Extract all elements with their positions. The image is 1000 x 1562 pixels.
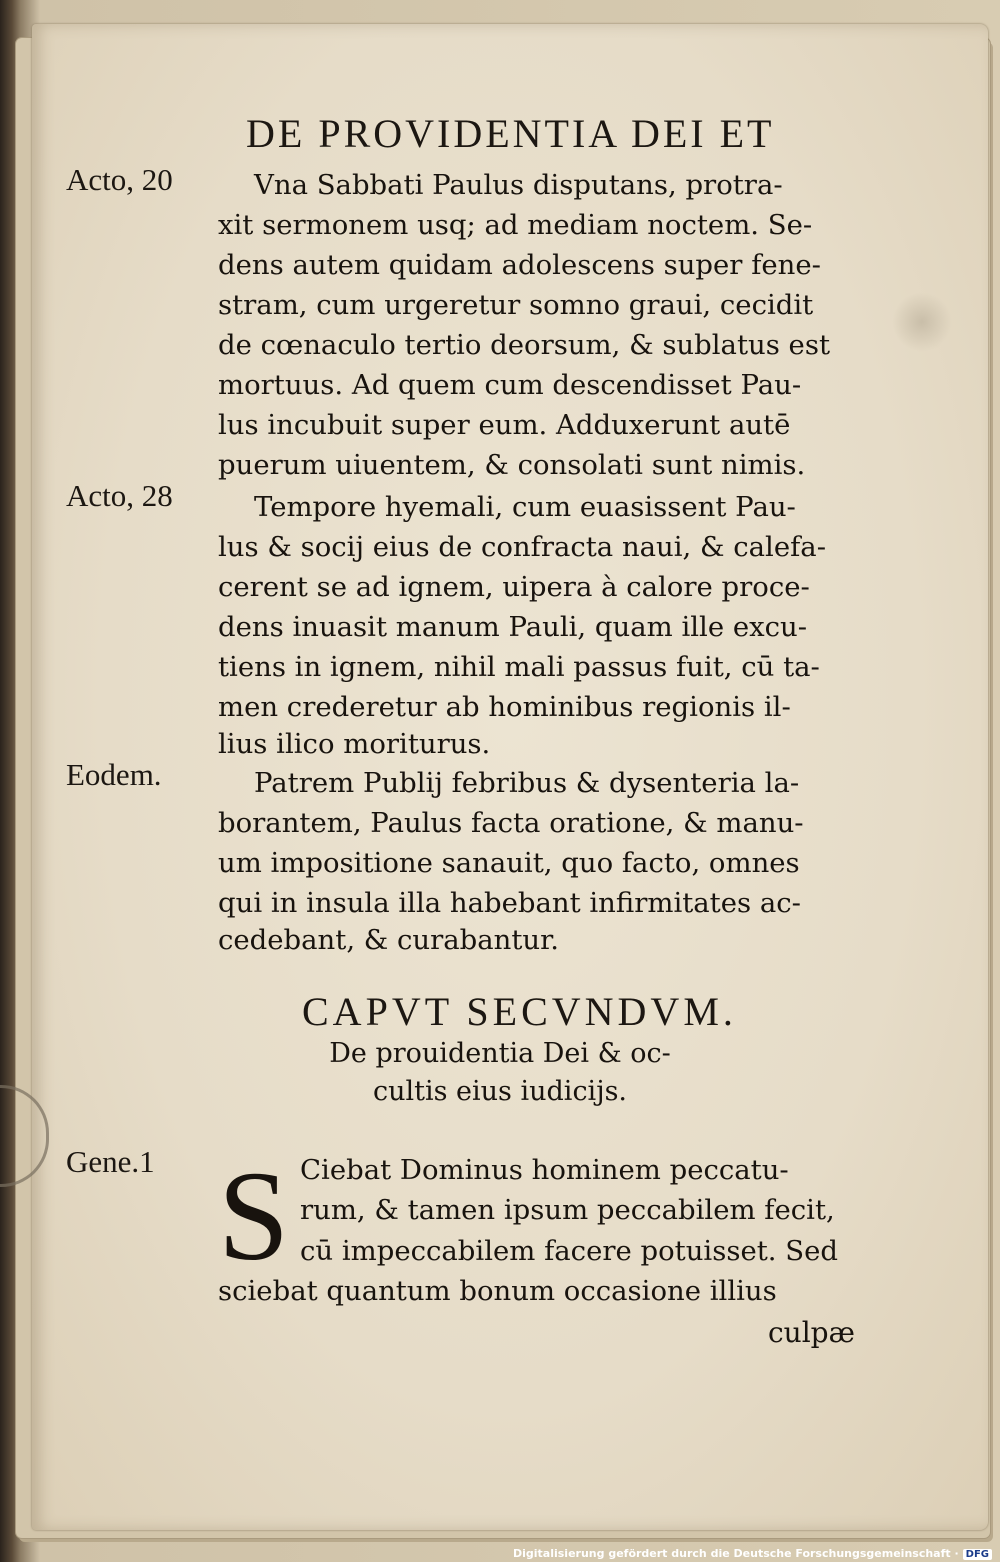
margin-note-acto-28: Acto, 28: [66, 478, 173, 513]
text-line: stram, cum urgeretur somno graui, cecidit: [218, 289, 814, 321]
text-line: cedebant, & curabantur.: [218, 924, 560, 956]
text-line: sciebat quantum bonum occasione illius: [218, 1275, 777, 1307]
text-line: xit sermonem usq; ad mediam noctem. Se-: [218, 209, 813, 241]
text-line: qui in insula illa habebant infirmitates ac-: [218, 887, 801, 919]
chapter-subtitle-line-2: cultis eius iudicijs.: [372, 1076, 628, 1107]
credit-text: Digitalisierung gefördert durch die Deutsche Forschungsgemeinschaft ·: [512, 1547, 959, 1560]
text-line: lus incubuit super eum. Adduxerunt autē: [218, 409, 791, 441]
text-line: um impositione sanauit, quo facto, omnes: [218, 847, 800, 879]
catchword: culpæ: [768, 1316, 855, 1349]
text-line: cerent se ad ignem, uipera à calore proce-: [218, 571, 810, 603]
digitization-credit: [513, 1547, 992, 1560]
text-line: Tempore hyemali, cum euasissent Pau-: [254, 491, 796, 523]
text-line: dens autem quidam adolescens super fene-: [218, 249, 821, 281]
text-line: men crederetur ab hominibus regionis il-: [218, 691, 791, 723]
text-line: rum, & tamen ipsum peccabilem fecit,: [300, 1194, 835, 1226]
running-head: DE PROVIDENTIA DEI ET: [246, 111, 775, 156]
margin-note-acto-20: Acto, 20: [66, 162, 173, 197]
text-line: Ciebat Dominus hominem peccatu-: [300, 1154, 789, 1186]
text-line: borantem, Paulus facta oratione, & manu-: [218, 807, 804, 839]
text-line: lius ilico moriturus.: [218, 728, 491, 760]
text-line: Patrem Publij febribus & dysenteria la-: [254, 767, 800, 799]
chapter-subtitle-line-1: De prouidentia Dei & oc-: [329, 1038, 671, 1069]
text-line: de cœnaculo tertio deorsum, & sublatus est: [218, 329, 830, 361]
text-line: Vna Sabbati Paulus disputans, protra-: [254, 169, 783, 201]
drop-cap: S: [218, 1145, 290, 1287]
text-line: lus & socij eius de confracta naui, & calefa-: [218, 531, 826, 563]
text-line: dens inuasit manum Pauli, quam ille excu-: [218, 611, 808, 643]
margin-note-gene: Gene.1: [66, 1144, 155, 1179]
text-line: puerum uiuentem, & consolati sunt nimis.: [218, 449, 806, 481]
text-line: mortuus. Ad quem cum descendisset Pau-: [218, 369, 802, 401]
margin-note-eodem: Eodem.: [66, 757, 162, 792]
text-line: tiens in ignem, nihil mali passus fuit, cū ta-: [218, 651, 820, 683]
text-line: cū impeccabilem facere potuisset. Sed: [300, 1235, 838, 1267]
chapter-title: CAPVT SECVNDVM.: [302, 989, 737, 1034]
dfg-logo: DFG: [963, 1549, 992, 1560]
paper-stain: [892, 292, 952, 352]
